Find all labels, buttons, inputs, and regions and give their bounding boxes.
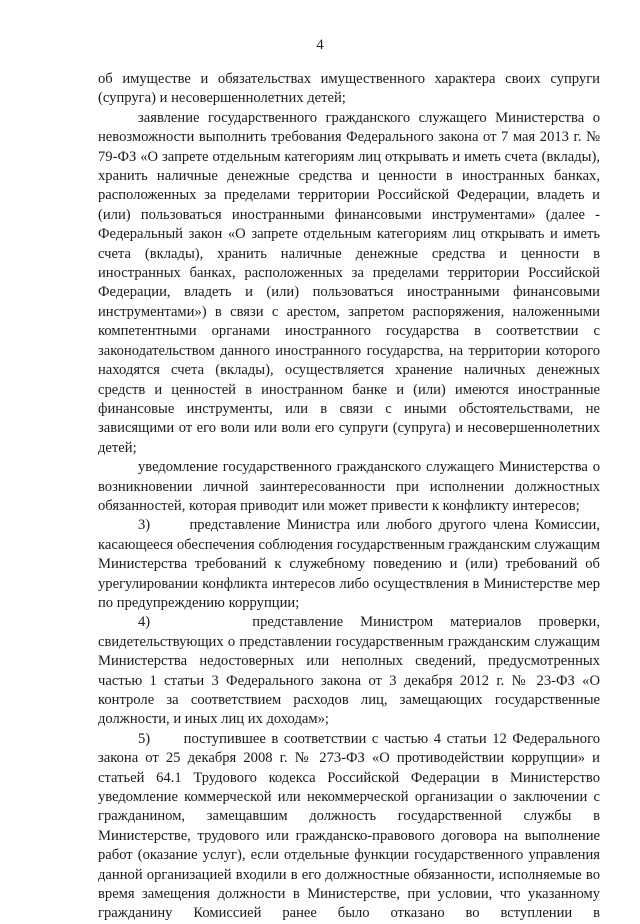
paragraph-item-3: 3) представление Министра или любого другого члена Комиссии, касающееся обеспечения соблюдения государственным гражданским служащим Министерства требований к служебному поведению и (или) требований об урегулировании конфликта интересов либо осуществления в Министерстве мер по предупреждению коррупции; bbox=[98, 517, 600, 611]
document-body bbox=[98, 70, 600, 924]
paragraph-item-5: 5) поступившее в соответствии с частью 4 статьи 12 Федерального закона от 25 декабря 2008 г. № 273-ФЗ «О противодействии коррупции» и статьей 64.1 Трудового кодекса Российской Федерации в Министерство уведомление коммерческой или некоммерческой организации о заключении с гражданином, замещавшим должность государственной службы в Министерстве, трудового или гражданско-правового договора на выполнение работ (оказание услуг), если отдельные функции государственного управления данной организацией входили в его должностные обязанности, исполняемые во время замещения должности в Министерстве, при условии, что указанному гражданину Комиссией ранее было отказано во вступлении в bbox=[98, 730, 600, 922]
paragraph-item-4: 4) представление Министром материалов проверки, свидетельствующих о представлении государственным гражданским служащим Министерства недостоверных или неполных сведений, предусмотренных частью 1 статьи 3 Федерального закона от 3 декабря 2012 г. № 23-ФЗ «О контроле за соответствием расходов лиц, замещающих государственные должности, и иных лиц их доходам»; bbox=[98, 614, 600, 728]
paragraph-continuation: об имуществе и обязательствах имущественного характера своих супруги (супруга) и несовершеннолетних детей; bbox=[98, 71, 600, 107]
paragraph-notice-interest: уведомление государственного гражданского служащего Министерства о возникновении личной заинтересованности при исполнении должностных обязанностей, которая приводит или может привести к конфликту интересов; bbox=[98, 459, 600, 514]
page-number: 4 bbox=[316, 37, 324, 53]
paragraph-statement-impossibility: заявление государственного гражданского служащего Министерства о невозможности выполнить требования Федерального закона от 7 мая 2013 г. № 79-ФЗ «О запрете отдельным категориям лиц открывать и иметь счета (вклады), хранить наличные денежные средства и ценности в иностранных банках, расположенных за пределами территории Российской Федерации, владеть и (или) пользоваться иностранными финансовыми инструментами» (далее - Федеральный закон «О запрете отдельным категориям лиц открывать и иметь счета (вклады), хранить наличные денежные средства и ценности в иностранных банках, расположенных за пределами территории Российской Федерации, владеть и (или) пользоваться иностранными финансовыми инструментами») в связи с арестом, запретом распоряжения, наложенными компетентными органами иностранного государства в соответствии с законодательством данного иностранного государства, на территории которого находятся счета (вклады), осуществляется хранение наличных денежных средств и ценностей в иностранном банке и (или) имеются иностранные финансовые инструменты, или в связи с иными обстоятельствами, не зависящими от его воли или воли его супруги (супруга) и несовершеннолетних детей; bbox=[98, 109, 600, 456]
